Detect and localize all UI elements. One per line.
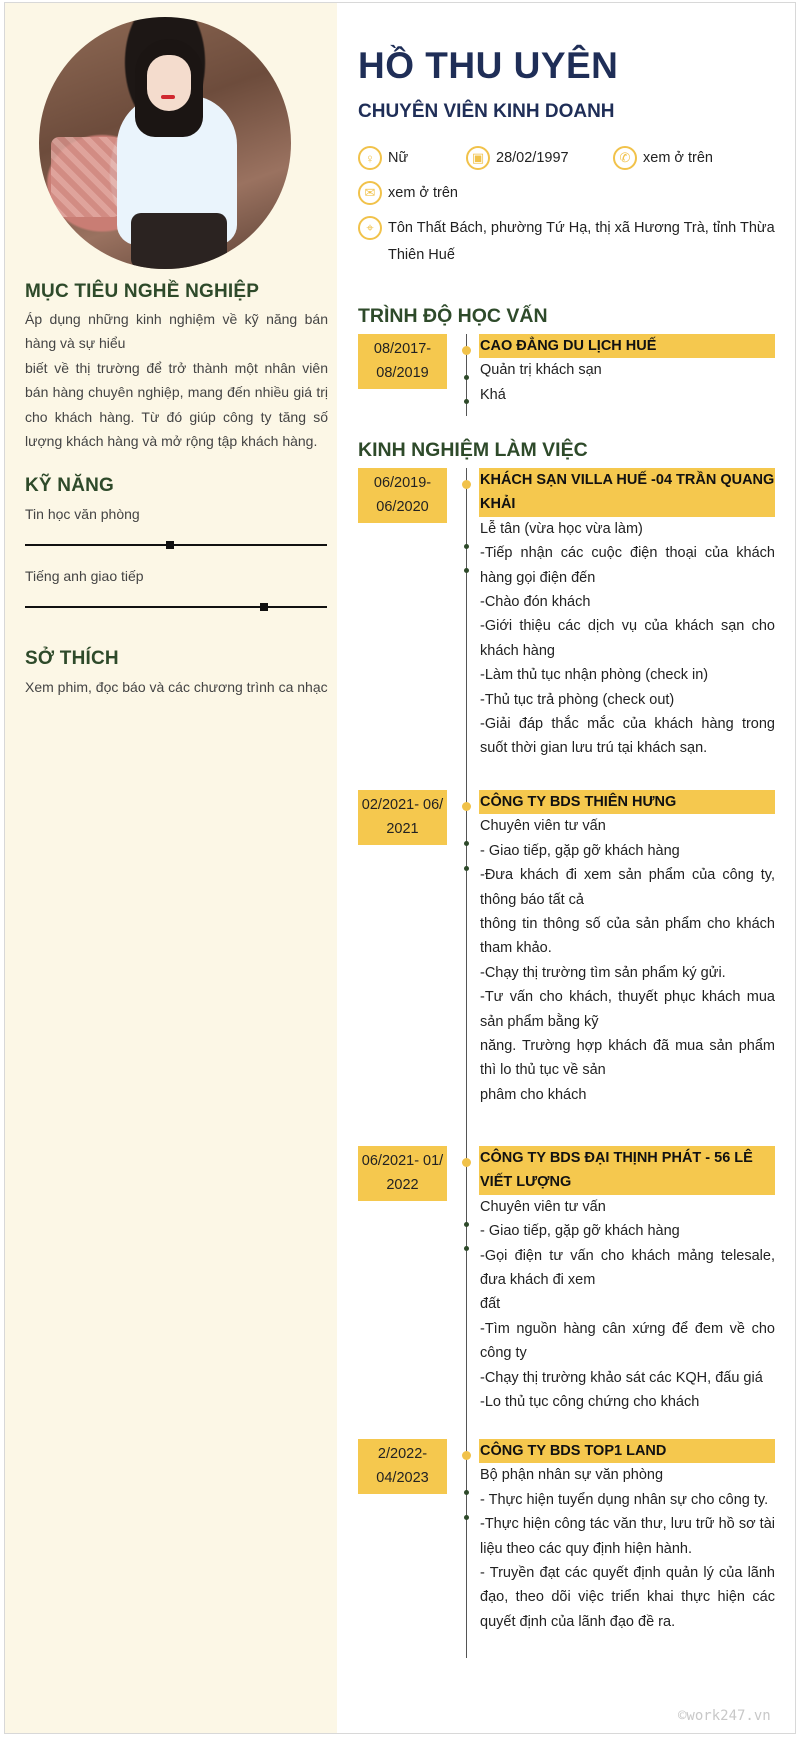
job-duty-line: -Gọi điện tư vấn cho khách mảng telesale, đưa khách đi xem <box>480 1247 775 1289</box>
job-date: 06/2021- 01/ 2022 <box>358 1146 447 1201</box>
skill-bar <box>25 544 327 546</box>
objective-heading: MỤC TIÊU NGHỀ NGHIỆP <box>25 281 260 302</box>
school-name: CAO ĐẲNG DU LỊCH HUẾ <box>479 334 775 358</box>
job-position: Bộ phận nhân sự văn phòng <box>480 1467 664 1484</box>
job-position: Chuyên viên tư vấn <box>480 818 606 835</box>
gender-info: ♀ Nữ <box>358 149 408 172</box>
skill-label: Tin học văn phòng <box>25 506 140 522</box>
timeline-dot <box>464 866 469 871</box>
skill-level-marker <box>260 603 268 611</box>
gender-icon: ♀ <box>358 146 382 170</box>
phone-info: ✆ xem ở trên <box>613 149 713 172</box>
timeline-dot <box>462 802 471 811</box>
grade: Khá <box>480 386 506 403</box>
skills-heading: KỸ NĂNG <box>25 475 115 496</box>
sidebar <box>5 3 337 1733</box>
timeline-dot <box>464 399 469 404</box>
address-info: ⌖ Tôn Thất Bách, phường Tứ Hạ, thị xã Hương Trà, tỉnh Thừa Thiên Huế <box>358 219 778 269</box>
job-block <box>480 468 775 761</box>
job-duty-line: -Đưa khách đi xem sản phẩm của công ty, thông báo tất cả <box>480 867 775 908</box>
cv-page <box>4 2 796 1734</box>
location-icon: ⌖ <box>358 216 382 240</box>
skill-bar <box>25 606 327 608</box>
timeline-dot <box>464 1246 469 1251</box>
objective-line: biết về thị trường để trở thành một nhân viên bán hàng chuyên nghiệp, mang đến nhiều giá trị cho khách hàng. Từ đó giúp công ty tăng số lượng khách hàng và mở rộng tập khách hàng. <box>25 359 328 450</box>
timeline-dot <box>464 1222 469 1227</box>
timeline-dot <box>464 544 469 549</box>
job-duty-line: - Truyền đạt các quyết định quản lý của lãnh đạo, theo dõi việc triển khai thực hiện các quyết định của lãnh đạo đề ra. <box>480 1565 775 1630</box>
education-block <box>480 334 775 407</box>
experience-timeline <box>466 468 467 1658</box>
avatar-photo <box>39 17 291 269</box>
job-duty-line: -Chạy thị trường tìm sản phẩm ký gửi. <box>480 964 726 981</box>
watermark: ©work247.vn <box>678 1708 771 1724</box>
job-date: 2/2022- 04/2023 <box>358 1439 447 1494</box>
education-date: 08/2017- 08/2019 <box>358 334 447 389</box>
job-duty-line: -Giới thiệu các dịch vụ của khách sạn cho khách hàng <box>480 618 775 659</box>
job-duty-line: -Lo thủ tục công chứng cho khách <box>480 1394 700 1411</box>
timeline-dot <box>462 346 471 355</box>
job-duty-line: năng. Trường hợp khách đã mua sản phẩm thì lo thủ tục về sản <box>480 1038 775 1079</box>
hobbies-text: Xem phim, đọc báo và các chương trình ca nhạc <box>25 679 328 695</box>
job-duty-line: đất <box>480 1296 501 1313</box>
company-name: CÔNG TY BDS ĐẠI THỊNH PHÁT - 56 LÊ VIẾT LƯỢNG <box>479 1146 775 1195</box>
job-duty-line: -Tìm nguồn hàng cân xứng để đem về cho công ty <box>480 1320 775 1362</box>
job-duty-line: - Giao tiếp, gặp gỡ khách hàng <box>480 842 680 859</box>
objective-line: Áp dụng những kinh nghiệm về kỹ năng bán hàng và sự hiểu <box>25 311 328 352</box>
job-duty-line: -Tiếp nhận các cuộc điện thoại của khách hàng gọi điện đến <box>480 545 775 586</box>
experience-heading: KINH NGHIỆM LÀM VIỆC <box>358 439 588 461</box>
job-position: Lễ tân (vừa học vừa làm) <box>480 520 643 537</box>
full-name: HỒ THU UYÊN <box>358 45 619 86</box>
company-name: CÔNG TY BDS THIÊN HƯNG <box>479 790 775 814</box>
job-duty-line: -Thực hiện công tác văn thư, lưu trữ hồ sơ tài liệu theo các quy định hiện hành. <box>480 1516 775 1557</box>
timeline-dot <box>464 568 469 573</box>
job-block <box>480 1146 775 1414</box>
job-date: 06/2019- 06/2020 <box>358 468 447 523</box>
job-duty-line: thông tin thông số của sản phẩm cho khách tham khảo. <box>480 916 775 957</box>
job-duty-line: -Chào đón khách <box>480 594 591 611</box>
company-name: KHÁCH SẠN VILLA HUẾ -04 TRẦN QUANG KHẢI <box>479 468 775 517</box>
job-duty-line: -Thủ tục trả phòng (check out) <box>480 691 675 708</box>
cake-icon: ▣ <box>466 146 490 170</box>
job-duty-line: - Thực hiện tuyển dụng nhân sự cho công ty. <box>480 1491 769 1508</box>
timeline-dot <box>462 1451 471 1460</box>
timeline-dot <box>464 1515 469 1520</box>
job-position: Chuyên viên tư vấn <box>480 1198 606 1215</box>
job-duty-line: -Chạy thị trường khảo sát các KQH, đấu giá <box>480 1369 763 1386</box>
job-block <box>480 1439 775 1634</box>
job-duty-line: phâm cho khách <box>480 1086 587 1103</box>
skill-label: Tiếng anh giao tiếp <box>25 568 144 584</box>
phone-icon: ✆ <box>613 146 637 170</box>
job-date: 02/2021- 06/ 2021 <box>358 790 447 845</box>
timeline-dot <box>464 1490 469 1495</box>
job-duty-line: -Tư vấn cho khách, thuyết phục khách mua sản phẩm bằng kỹ <box>480 989 775 1030</box>
timeline-dot <box>462 1158 471 1167</box>
timeline-dot <box>464 841 469 846</box>
skill-level-marker <box>166 541 174 549</box>
job-block <box>480 790 775 1107</box>
job-duty-line: -Làm thủ tục nhận phòng (check in) <box>480 667 709 684</box>
timeline-dot <box>462 480 471 489</box>
job-title: CHUYÊN VIÊN KINH DOANH <box>358 101 615 122</box>
company-name: CÔNG TY BDS TOP1 LAND <box>479 1439 775 1463</box>
hobbies-heading: SỞ THÍCH <box>25 648 119 669</box>
job-duty-line: -Giải đáp thắc mắc của khách hàng trong suốt thời gian lưu trú tại khách sạn. <box>480 716 775 757</box>
mail-icon: ✉ <box>358 181 382 205</box>
timeline-dot <box>464 375 469 380</box>
major: Quản trị khách sạn <box>480 362 602 379</box>
objective-text <box>25 307 328 453</box>
birthday-info: ▣ 28/02/1997 <box>466 149 569 172</box>
email-info: ✉ xem ở trên <box>358 184 458 207</box>
job-duty-line: - Giao tiếp, gặp gỡ khách hàng <box>480 1223 680 1240</box>
education-heading: TRÌNH ĐỘ HỌC VẤN <box>358 305 548 327</box>
